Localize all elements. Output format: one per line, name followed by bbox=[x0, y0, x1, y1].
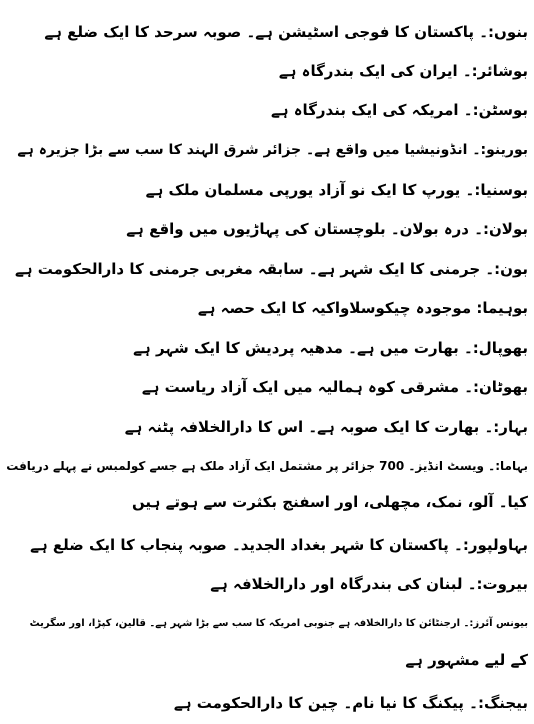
entry-bahamas-cont: کیا۔ آلو، نمک، مچھلی، اور اسفنج بکثرت سے ہوتے ہیں bbox=[131, 493, 528, 511]
entry-bihar: بہار:۔ بھارت کا ایک صوبہ ہے۔ اس کا دارالخلافہ پٹنہ ہے bbox=[124, 418, 528, 436]
entry-beijing: بیجنگ:۔ پیکنگ کا نیا نام۔ چین کا دارالحکومت ہے bbox=[173, 694, 528, 712]
entry-borneo: بورینو:۔ انڈونیشیا میں واقع ہے۔ جزائر شرق الہند کا سب سے بڑا جزیرہ ہے bbox=[17, 142, 528, 158]
entry-bahawalpur: بہاولپور:۔ پاکستان کا شہر بغداد الجدید۔ صوبہ پنجاب کا ایک ضلع ہے bbox=[30, 536, 528, 554]
entry-buenos-aires-cont: کے لیے مشہور ہے bbox=[405, 651, 528, 669]
entry-boston: بوسٹن:۔ امریکہ کی ایک بندرگاہ ہے bbox=[270, 101, 528, 119]
entry-bosnia: بوسنیا:۔ یورپ کا ایک نو آزاد یورپی مسلمان ملک ہے bbox=[145, 181, 528, 199]
entry-bolan: بولان:۔ درہ بولان۔ بلوچستان کی پہاڑیوں میں واقع ہے bbox=[126, 220, 528, 238]
entry-bhopal: بھوپال:۔ بھارت میں ہے۔ مدھیہ پردیش کا ایک شہر ہے bbox=[133, 339, 528, 357]
entry-bushehr: بوشائر:۔ ایران کی ایک بندرگاہ ہے bbox=[278, 62, 528, 80]
entry-bahamas: بہاما:۔ ویسٹ انڈیز۔ 700 جزائر پر مشتمل ایک آزاد ملک ہے جسے کولمبس نے پہلے دریافت bbox=[6, 459, 528, 473]
entry-beirut: بیروت:۔ لبنان کی بندرگاہ اور دارالخلافہ ہے bbox=[210, 575, 528, 593]
entry-bonn: بون:۔ جرمنی کا ایک شہر ہے۔ سابقہ مغربی جرمنی کا دارالحکومت ہے bbox=[14, 260, 528, 278]
entry-bohemia: بوہیما: موجودہ چیکوسلاواکیہ کا ایک حصہ ہے bbox=[197, 299, 528, 317]
entry-buenos-aires: بیونس آئرز:۔ ارجنٹائن کا دارالخلافہ ہے جنوبی امریکہ کا سب سے بڑا شہر ہے۔ قالین، کپڑا، اور سگریٹ bbox=[29, 618, 528, 629]
entry-bannu: بنوں:۔ پاکستان کا فوجی اسٹیشن ہے۔ صوبہ سرحد کا ایک ضلع ہے bbox=[44, 23, 528, 41]
entry-bhutan: بھوٹان:۔ مشرقی کوہ ہمالیہ میں ایک آزاد ریاست ہے bbox=[141, 378, 528, 396]
